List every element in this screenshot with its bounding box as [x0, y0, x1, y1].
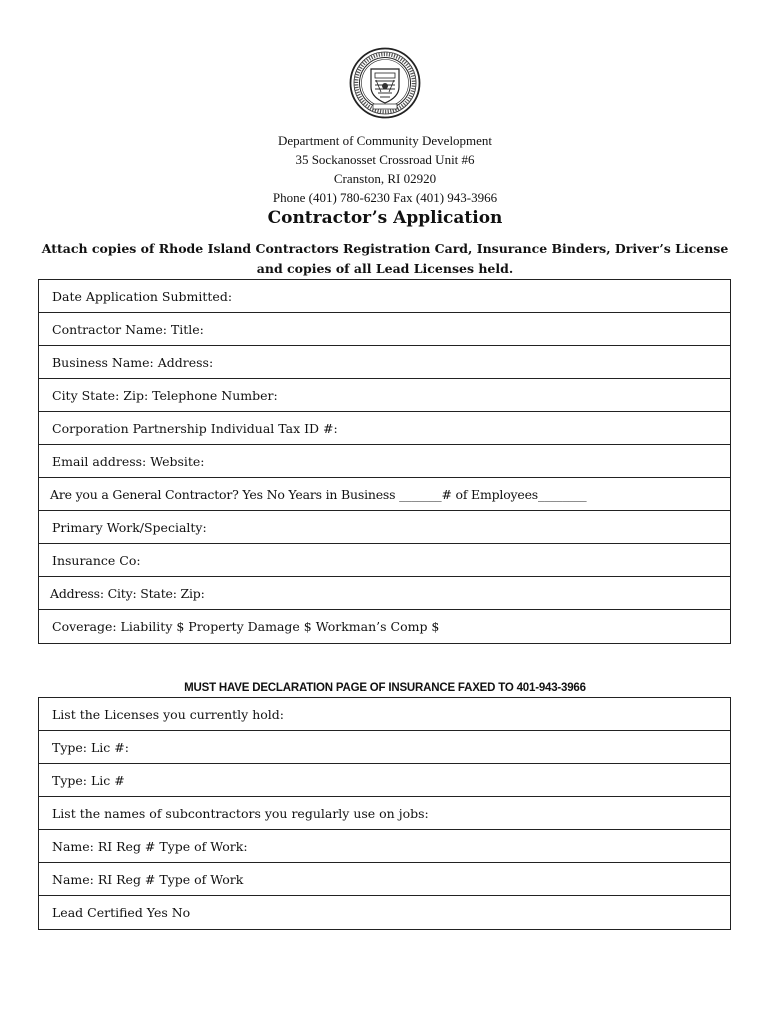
department-name: Department of Community Development — [277, 133, 493, 148]
subcontractor-row-2[interactable]: Name: RI Reg # Type of Work — [39, 863, 730, 896]
license-row-1[interactable]: Type: Lic #: — [39, 731, 730, 764]
phone-fax: Phone (401) 780-6230 Fax (401) 943-3966 — [272, 190, 498, 205]
attachment-instructions: Attach copies of Rhode Island Contractors Registration Card, Insurance Binders, Driver’s License and copies of all Lead Licenses held. — [41, 241, 729, 276]
coverage-field[interactable]: Coverage: Liability $ Property Damage $ Workman’s Comp $ — [52, 619, 440, 634]
subcontractors-label[interactable]: List the names of subcontractors you regularly use on jobs: — [39, 797, 730, 830]
primary-work-field[interactable]: Primary Work/Specialty: — [39, 511, 730, 544]
contractor-info-table — [38, 279, 731, 644]
street-address: 35 Sockanosset Crossroad Unit #6 — [295, 152, 475, 167]
business-name-address-field[interactable]: Business Name: Address: — [39, 346, 730, 379]
insurance-company-field[interactable]: Insurance Co: — [39, 544, 730, 577]
license-row-2[interactable]: Type: Lic # — [39, 764, 730, 797]
contractor-name-title-field[interactable]: Contractor Name: Title: — [39, 313, 730, 346]
licenses-subcontractors-table — [38, 697, 731, 930]
city-state-zip: Cranston, RI 02920 — [333, 171, 437, 186]
licenses-held-label[interactable]: List the Licenses you currently hold: — [39, 698, 730, 731]
entity-type-tax-id-field[interactable]: Corporation Partnership Individual Tax ID #: — [39, 412, 730, 445]
city-seal — [349, 47, 421, 119]
city-state-zip-phone-field[interactable]: City State: Zip: Telephone Number: — [39, 379, 730, 412]
insurance-address-field[interactable]: Address: City: State: Zip: — [39, 577, 730, 610]
lead-certified-field[interactable]: Lead Certified Yes No — [52, 905, 191, 920]
email-website-field[interactable]: Email address: Website: — [39, 445, 730, 478]
subcontractor-row-1[interactable]: Name: RI Reg # Type of Work: — [39, 830, 730, 863]
date-submitted-field[interactable]: Date Application Submitted: — [39, 280, 730, 313]
general-contractor-field[interactable]: Are you a General Contractor? Yes No Years in Business _______# of Employees________ — [39, 478, 730, 511]
insurance-fax-notice: MUST HAVE DECLARATION PAGE OF INSURANCE FAXED TO 401-943-3966 — [184, 682, 586, 694]
page-title: Contractor’s Application — [267, 208, 503, 228]
department-header — [0, 131, 770, 207]
